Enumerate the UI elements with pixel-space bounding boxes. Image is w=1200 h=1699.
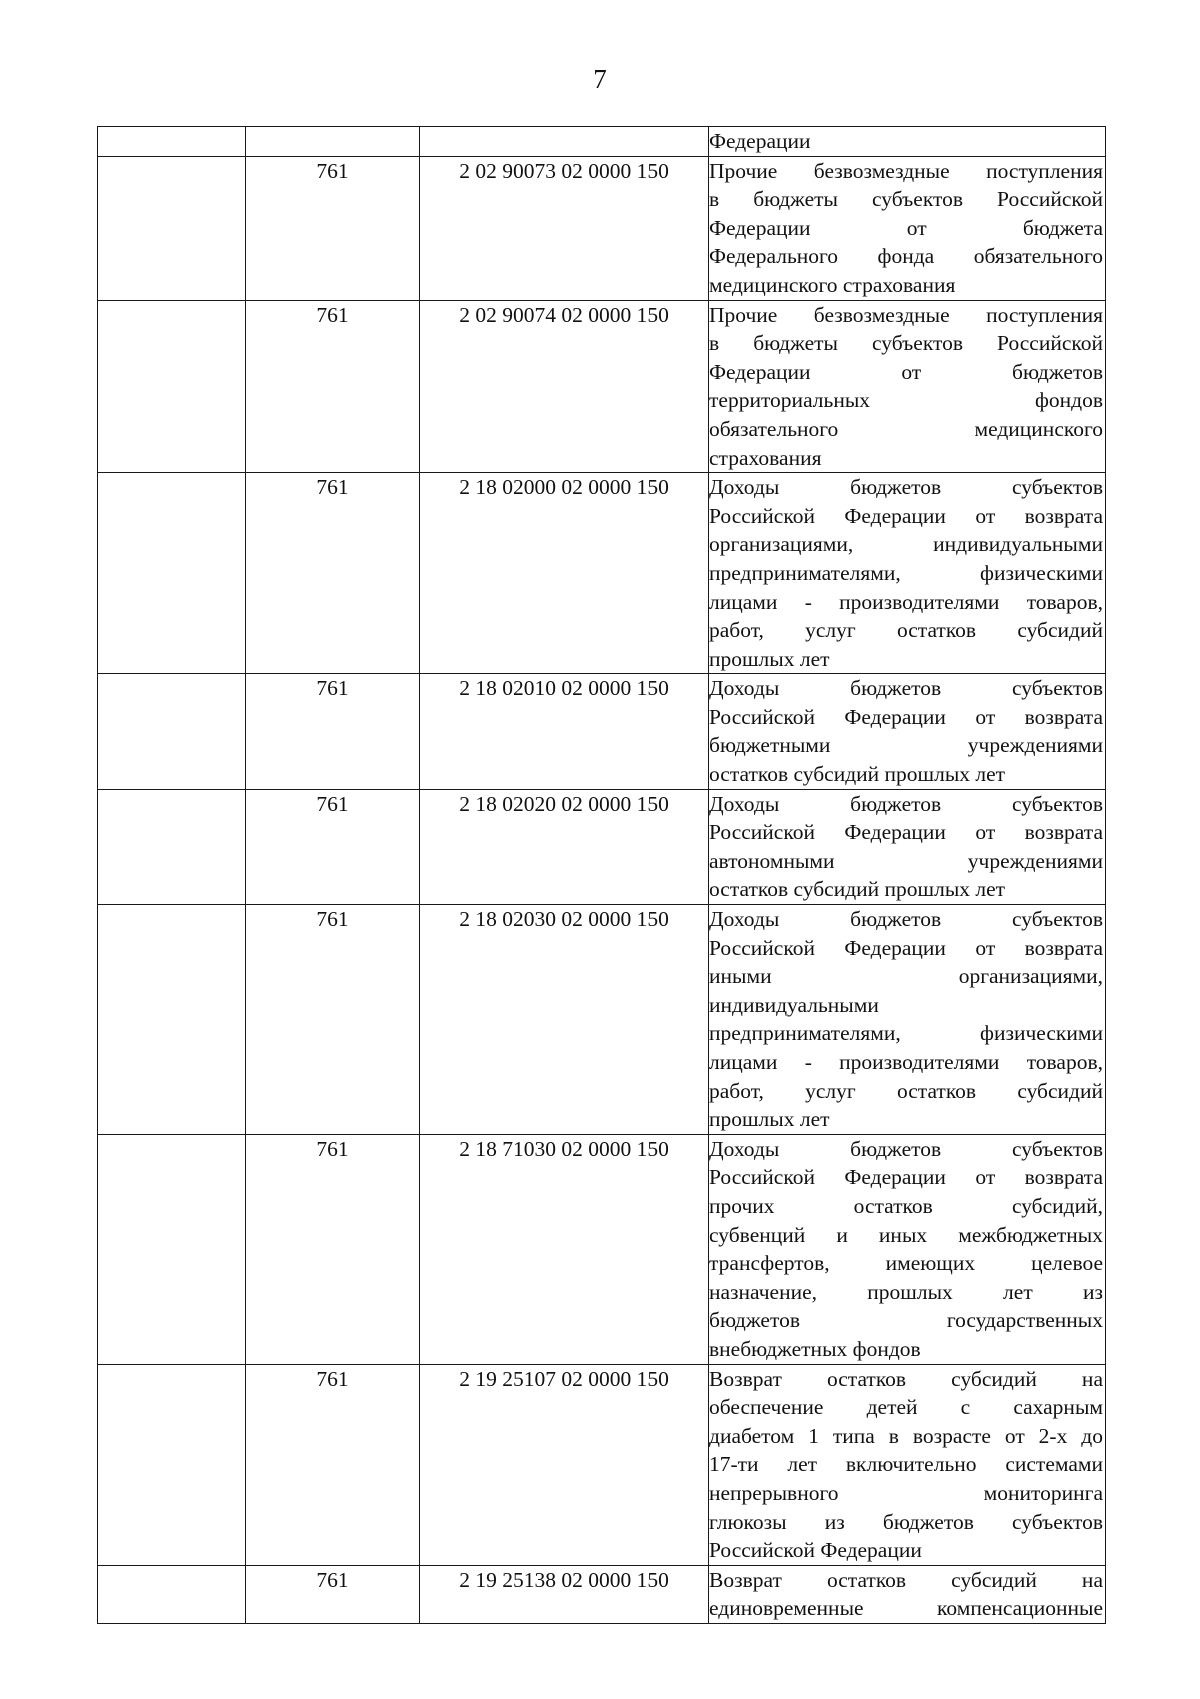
- admin-code-cell: [246, 156, 420, 300]
- admin-code-cell: [246, 127, 420, 157]
- admin-code-cell: [246, 674, 420, 789]
- table-row: [98, 156, 1106, 300]
- admin-code-cell: [246, 1134, 420, 1364]
- description-cell: [709, 473, 1106, 674]
- empty-number-cell: [98, 1364, 246, 1565]
- description-line: Российской Федерации: [709, 1538, 922, 1563]
- description-line: лицами - производителями товаров,: [709, 1050, 1103, 1074]
- admin-code: 761: [316, 1366, 349, 1391]
- description-line: предпринимателями, физическими: [709, 1021, 1103, 1046]
- admin-code: 761: [316, 475, 349, 500]
- admin-code-cell: [246, 1565, 420, 1623]
- description-line: Российской Федерации от возврата: [709, 935, 1103, 960]
- description-line: медицинского страхования: [709, 272, 956, 297]
- empty-number-cell: [98, 1134, 246, 1364]
- admin-code: 761: [316, 1567, 349, 1592]
- description-line: бюджетными учреждениями: [709, 733, 1103, 758]
- empty-number-cell: [98, 156, 246, 300]
- description-line: Прочие безвозмездные поступления: [709, 302, 1103, 327]
- description-cell: [709, 1565, 1106, 1623]
- budget-code: 2 18 02000 02 0000 150: [459, 475, 669, 500]
- table-row: [98, 905, 1106, 1135]
- budget-code: 2 02 90074 02 0000 150: [459, 302, 669, 327]
- description-line: обязательного медицинского: [709, 416, 1103, 441]
- description-line: организациями, индивидуальными: [709, 532, 1103, 557]
- description-line: внебюджетных фондов: [709, 1336, 921, 1361]
- description-line: глюкозы из бюджетов субъектов: [709, 1509, 1103, 1534]
- budget-code-cell: [420, 905, 709, 1135]
- budget-code: 2 18 71030 02 0000 150: [459, 1136, 669, 1161]
- description-cell: [709, 674, 1106, 789]
- admin-code-cell: [246, 300, 420, 473]
- empty-number-cell: [98, 674, 246, 789]
- admin-code-cell: [246, 473, 420, 674]
- description-cell: [709, 156, 1106, 300]
- description-line: Федерации от бюджетов: [709, 359, 1103, 384]
- description-line: назначение, прошлых лет из: [709, 1279, 1103, 1304]
- description-line: работ, услуг остатков субсидий: [709, 618, 1103, 643]
- budget-code-cell: [420, 473, 709, 674]
- description-line: в бюджеты субъектов Российской: [709, 331, 1103, 356]
- description-line: 17-ти лет включительно системами: [709, 1452, 1103, 1477]
- table-body: [98, 127, 1106, 1624]
- description-line: автономными учреждениями: [709, 848, 1103, 873]
- description-line: Доходы бюджетов субъектов: [709, 1136, 1103, 1161]
- table-row: [98, 1134, 1106, 1364]
- empty-number-cell: [98, 127, 246, 157]
- budget-code-cell: [420, 1565, 709, 1623]
- budget-code: 2 18 02010 02 0000 150: [459, 676, 669, 701]
- budget-code: 2 18 02020 02 0000 150: [459, 791, 669, 816]
- table-row: [98, 1364, 1106, 1565]
- description-line: трансфертов, имеющих целевое: [709, 1251, 1103, 1276]
- description-line: субвенций и иных межбюджетных: [709, 1222, 1103, 1247]
- description-line: единовременные компенсационные: [709, 1596, 1103, 1621]
- admin-code-cell: [246, 905, 420, 1135]
- description-line: территориальных фондов: [709, 388, 1103, 413]
- description-cell: [709, 1134, 1106, 1364]
- budget-code-cell: [420, 1364, 709, 1565]
- budget-code-cell: [420, 1134, 709, 1364]
- description-line: Прочие безвозмездные поступления: [709, 158, 1103, 183]
- description-line: бюджетов государственных: [709, 1308, 1103, 1333]
- admin-code: 761: [316, 676, 349, 701]
- admin-code: 761: [316, 302, 349, 327]
- budget-code: 2 19 25107 02 0000 150: [459, 1366, 669, 1391]
- description-line: Доходы бюджетов субъектов: [709, 676, 1103, 701]
- description-line: страхования: [709, 445, 822, 470]
- admin-code: 761: [316, 907, 349, 932]
- table-row: [98, 127, 1106, 157]
- description-line: индивидуальными: [709, 992, 879, 1017]
- description-line: лицами - производителями товаров,: [709, 589, 1103, 614]
- table-row: [98, 674, 1106, 789]
- budget-code-cell: [420, 789, 709, 904]
- description-line: Доходы бюджетов субъектов: [709, 907, 1103, 932]
- empty-number-cell: [98, 789, 246, 904]
- description-cell: [709, 127, 1106, 157]
- description-line: работ, услуг остатков субсидий: [709, 1078, 1103, 1103]
- empty-number-cell: [98, 300, 246, 473]
- budget-code-cell: [420, 674, 709, 789]
- admin-code: 761: [316, 791, 349, 816]
- description-line: Российской Федерации от возврата: [709, 820, 1103, 845]
- description-line: непрерывного мониторинга: [709, 1480, 1103, 1505]
- description-line: Возврат остатков субсидий на: [709, 1366, 1103, 1391]
- budget-codes-table: [97, 126, 1106, 1624]
- description-line: в бюджеты субъектов Российской: [709, 187, 1103, 212]
- empty-number-cell: [98, 905, 246, 1135]
- description-line: Федерального фонда обязательного: [709, 244, 1103, 269]
- budget-code-cell: [420, 156, 709, 300]
- empty-number-cell: [98, 1565, 246, 1623]
- description-cell: [709, 789, 1106, 904]
- description-line: Российской Федерации от возврата: [709, 1165, 1103, 1190]
- description-line: остатков субсидий прошлых лет: [709, 762, 1006, 787]
- description-line: Доходы бюджетов субъектов: [709, 475, 1103, 500]
- budget-code-cell: [420, 127, 709, 157]
- description-line: Возврат остатков субсидий на: [709, 1567, 1103, 1592]
- description-line: иными организациями,: [709, 964, 1103, 989]
- description-line: Федерации от бюджета: [709, 215, 1103, 240]
- budget-code: 2 18 02030 02 0000 150: [459, 907, 669, 932]
- admin-code: 761: [316, 158, 349, 183]
- table-row: [98, 789, 1106, 904]
- empty-number-cell: [98, 473, 246, 674]
- admin-code-cell: [246, 789, 420, 904]
- description-line: прошлых лет: [709, 1107, 830, 1132]
- table-row: [98, 473, 1106, 674]
- page-number: 7: [593, 64, 607, 94]
- description-line: обеспечение детей с сахарным: [709, 1395, 1103, 1420]
- table-row: [98, 1565, 1106, 1623]
- admin-code-cell: [246, 1364, 420, 1565]
- description-line: Доходы бюджетов субъектов: [709, 791, 1103, 816]
- description-line: остатков субсидий прошлых лет: [709, 877, 1006, 902]
- description-cell: [709, 905, 1106, 1135]
- table-row: [98, 300, 1106, 473]
- budget-code: 2 02 90073 02 0000 150: [459, 158, 669, 183]
- description-line: прошлых лет: [709, 646, 830, 671]
- description-line: Российской Федерации от возврата: [709, 704, 1103, 729]
- description-line: прочих остатков субсидий,: [709, 1193, 1103, 1218]
- admin-code: 761: [316, 1136, 349, 1161]
- description-cell: [709, 300, 1106, 473]
- description-cell: [709, 1364, 1106, 1565]
- budget-code: 2 19 25138 02 0000 150: [459, 1567, 669, 1592]
- budget-code-cell: [420, 300, 709, 473]
- description-line: Федерации: [709, 129, 811, 153]
- description-line: Российской Федерации от возврата: [709, 503, 1103, 528]
- description-line: предпринимателями, физическими: [709, 560, 1103, 585]
- description-line: диабетом 1 типа в возрасте от 2-х до: [709, 1423, 1103, 1448]
